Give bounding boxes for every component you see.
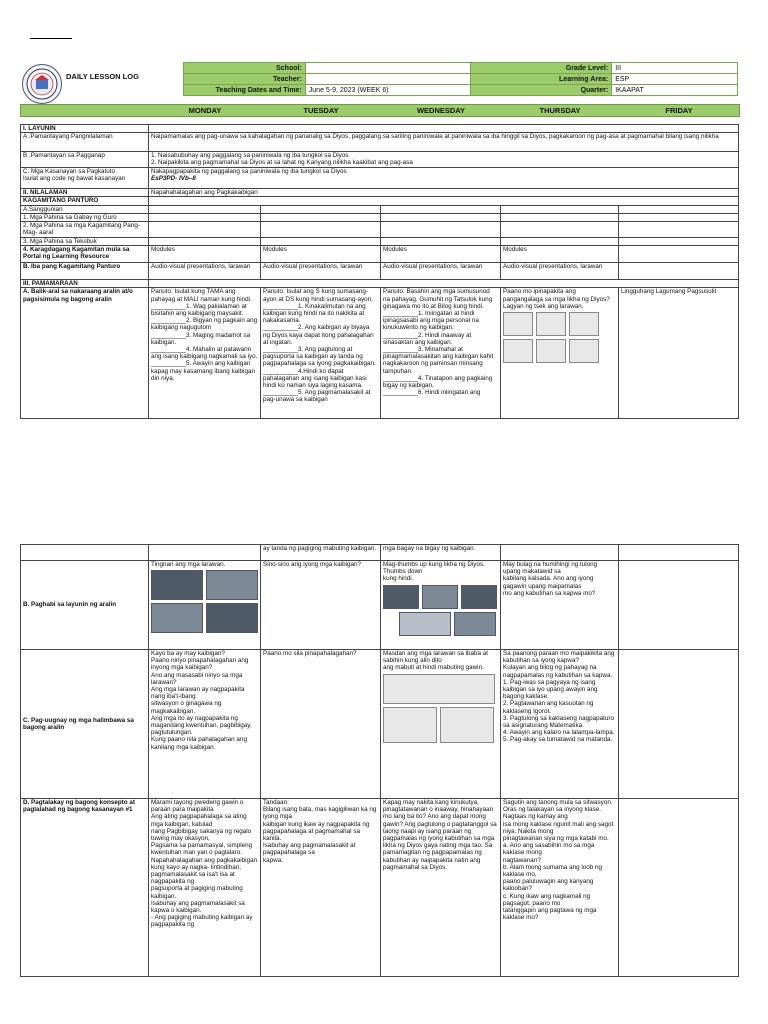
- photo-creation-2: [422, 585, 458, 609]
- paghabi-thu: May bulag na humihingi ng tulong upang makatawid sa kabilang kalsada. Ano ang iyong gagawin upang maipamalas mo ang kabutihan sa kapwa mo?: [501, 561, 619, 650]
- balik-aral-thu-text: Paano mo ipinapakita ang pangangalaga sa mga likha ng Diyos? Lagyan ng tsek ang larawan.: [503, 288, 610, 310]
- gg-tue: [261, 213, 381, 221]
- picture-care-5: [536, 339, 566, 363]
- balik-aral-label: A. Balik-aral sa nakaraang aralin at/o pagsisimula ng bagong aralin: [21, 288, 149, 419]
- sang-tue: [261, 205, 381, 213]
- pagtalakay-fri: [619, 799, 739, 977]
- iba-pang-fri: [619, 263, 739, 280]
- pag-uugnay-thu: Sa paanong paraan mo maipakikita ang kabutihan sa iyong kapwa? Kulayan ang bilog ng pahayag na nagpapamalas ng kabutihan sa kapwa. 1. Pag-iwas sa pagyaya ng isang kaibigan sa iyo upang awayin ang bagong kaklase. 2. Pagtawanan ang kasuotan ng kaklaseng Igorot. 3. Pagtulong sa kaklaseng nagpapaturo sa asignaturang Matematika. 4. Awayin ang kalaro na lalampa-lampa. 5. Pag-akay sa tumatawid na matanda.: [501, 650, 619, 799]
- teacher-value: [305, 74, 471, 85]
- nilalaman-label: II. NILALAMAN: [21, 189, 149, 197]
- days-spacer: [21, 105, 149, 116]
- paghabi-label: B. Paghabi sa layunin ng aralin: [21, 561, 149, 650]
- day-thursday: THURSDAY: [539, 106, 581, 115]
- grade-label: Grade Level:: [471, 63, 612, 74]
- log-title: DAILY LESSON LOG: [66, 72, 139, 81]
- pagtalakay-wed: Kapag may nakita kang kinukutya, pinagtatawanan o inaaway, hinahayaan mo lang ba ito? Ano ang dapat mong gawin? Ang pagtulong o pagtatanggol sa taong naapi ay isang paraan ng pagpamalas ng iyong kabutihan sa mga likha ng Diyos gaya nating mga tao. Sa pamamagitan ng pagpapamalas ng kabutihan ay naipapakita natin ang pagmamahal sa Diyos.: [381, 799, 501, 977]
- lesson-table-part1: [20, 124, 739, 419]
- school-label: School:: [184, 63, 306, 74]
- kasanayan-cell: [149, 168, 739, 189]
- cont-wed: mga bagay na bigay ng kaibigan.: [381, 545, 501, 561]
- layunin-row: [149, 125, 739, 133]
- pagtalakay-mon: Marami tayong pwedeng gawin o paraan para maipakita Ang ating pagpapahalaga sa ating mga kaibigan, katulad nang Pagbibigay sakanya ng regalo tuwing may okasyon, Pagsama sa pamamasyal, simpleng kwentuhan man yan o paglalaro. Napahahalagahan ang pagkakaibigan kung kayo ay nagka- lintindihan, pagmamalasakit sa isa't isa at nagpapakita ng pagsuporta at pagiging mabuting kaibigan. Isabuhay ang pagmamalasakit sa kapwa o kaibigan. - Ang pagiging mabuting kaibigan ay pagpapakita ng: [149, 799, 261, 977]
- gabay-guro-label: 1. Mga Pahina sa Gabay ng Guro: [21, 213, 149, 221]
- sang-mon: [149, 205, 261, 213]
- kasanayan-text: Nakapagpapakita ng paggalang sa paniniwala ng iba tungkol sa Diyos: [151, 168, 347, 176]
- picture-care-3: [569, 312, 599, 336]
- deped-seal-icon: [22, 64, 62, 104]
- km-tue: [261, 222, 381, 238]
- karagdagang-mon: Modules: [149, 246, 261, 263]
- tx-thu: [501, 238, 619, 246]
- area-label: Learning Area:: [471, 74, 612, 85]
- sang-fri: [619, 205, 739, 213]
- paghabi-tue: Sino-sino ang iyong mga kaibigan?: [261, 561, 381, 650]
- quarter-label: Quarter:: [471, 85, 612, 96]
- tx-wed: [381, 238, 501, 246]
- gg-fri: [619, 213, 739, 221]
- photo-friends-3: [151, 603, 203, 633]
- care-pictures: [503, 312, 616, 363]
- nilalaman-text: Napahahalagahan ang Pagkakaibigan: [149, 189, 739, 197]
- grade-value: III: [612, 63, 738, 74]
- school-value: [305, 63, 471, 74]
- photo-friends-4: [206, 603, 258, 633]
- paghabi-wed-text: Mag-thumbs up kung likha ng Diyos. Thumbs down kung hindi.: [383, 561, 485, 583]
- top-rule: [30, 38, 72, 39]
- pag-uugnay-wed: [381, 650, 501, 799]
- picture-care-2: [536, 312, 566, 336]
- photo-creation-1: [383, 585, 419, 609]
- pagtalakay-thu: Sagutin ang tanong mula sa sitwasyon. Oras ng talakayan sa inyong klase. Nagtaas ng kamay ang isa mong kaklase ngunit mali ang sagot niya. Nakita mong pinagtawanan siya ng mga katabi mo. a. Ano ang sasabihin mo sa mga kaklase mong nagtawanan? b. Alam mong sumama ang loob ng kaklase mo, paano paluluwagin ang kanyang kalooban? c. Kung ikaw ang nagkamali ng pagsagot, paano mo tatanggapin ang pagtawa ng mga kaklase mo?: [501, 799, 619, 977]
- lesson-table-part2: [20, 544, 739, 977]
- dates-label: Teaching Dates and Time:: [184, 85, 306, 96]
- iba-pang-tue: Audio-visual presentations, larawan: [261, 263, 381, 280]
- day-tuesday: TUESDAY: [303, 106, 339, 115]
- paghabi-mon-text: Tingnan ang mga larawan.: [151, 561, 226, 568]
- iba-pang-label: B. Iba pang Kagamitang Panturo: [21, 263, 149, 280]
- pagganap-label: B .Pamantayan sa Pagganap: [21, 152, 149, 168]
- kagamitan-label: KAGAMITANG PANTURO: [21, 197, 149, 205]
- behavior-pictures: [383, 674, 498, 743]
- cont-fri: [619, 545, 739, 561]
- picture-care-6: [569, 339, 599, 363]
- tx-mon: [149, 238, 261, 246]
- pag-uugnay-mon: Kayo ba ay may kaibigan? Paano ninyo pinapahalagahan ang inyong mga kaibigan? Ano ang masasabi ninyo sa mga larawan? Ang mga larawan ay nagpapakita nang iba't-ibang sitwasyon o ginagawa ng magkakaibigan. Ang mga ito ay nagpapakita ng magandang kwentuhan, pagbibigay, pagtutulungan. Kung paano nila pahalagahan ang kanilang mga kaibigan.: [149, 650, 261, 799]
- sang-wed: [381, 205, 501, 213]
- karagdagang-label: 4. Karagdagang Kagamitan mula sa Portal ng Learning Resource: [21, 246, 149, 263]
- pangnilalaman-text: Naipamamalas ang pag-unawa sa kahalagahan ng pananalig sa Diyos, paggalang sa sariling paniniwala at paniniwala sa iba hinggil sa Diyos, pagkakaroon ng pag-asa at pagmamahal bilang isang nilikha: [149, 133, 739, 152]
- iba-pang-thu: Audio-visual presentations, larawan: [501, 263, 619, 280]
- friend-photos: [151, 570, 258, 633]
- picture-care-1: [503, 312, 533, 336]
- day-monday: MONDAY: [188, 106, 222, 115]
- gg-thu: [501, 213, 619, 221]
- cont-thu: [501, 545, 619, 561]
- photo-friends-1: [151, 570, 203, 600]
- teacher-label: Teacher:: [184, 74, 306, 85]
- pagganap-text: 1. Naisabubuhay ang paggalang sa paniniwala ng iba tungkol sa Diyos 2. Naipakikita ang pagmamahal sa Diyos at sa lahat ng Kanyang nilikha kaakibat ang pag-asa: [149, 152, 739, 168]
- cont-tue: ay tanda ng pagiging mabuting kaibigan.: [261, 545, 381, 561]
- picture-behavior-2: [383, 707, 437, 743]
- pag-uugnay-wed-text: Masdan ang mga larawan sa ibaba at sabihin kung alin dito ang mabuti at hindi mabuting gawin.: [383, 650, 489, 672]
- creation-photos: [383, 585, 498, 636]
- karagdagang-wed: Modules: [381, 246, 501, 263]
- km-mon: [149, 222, 261, 238]
- kasanayan-label: C. Mga Kasanayan sa Pagkatuto Isulat ang code ng bawat kasanayan: [21, 168, 149, 189]
- gg-mon: [149, 213, 261, 221]
- days-header-bar: [20, 104, 740, 117]
- kagamitang-mag-aaral-label: 2. Mga Pahina sa mga Kagamitang Pang- Mag- aaral: [21, 222, 149, 238]
- quarter-value: IKAAPAT: [612, 85, 738, 96]
- iba-pang-mon: Audio-visual presentations, larawan: [149, 263, 261, 280]
- cont-label: [21, 545, 149, 561]
- kasanayan-code: EsP3PD- IVb–8: [151, 175, 196, 183]
- karagdagang-tue: Modules: [261, 246, 381, 263]
- picture-behavior-1: [383, 674, 495, 704]
- balik-aral-tue: Panuto: Isulat ang S kung sumasang-ayon at DS kung hindi sumasang-ayon. __________1. Kinakalimutan na ang kaibigan kung hindi na ito nakikita at nakakasama. __________2. Ang kaibigan ay biyaya ng Diyos kaya dapat itong pahalagahan at ingatan. __________3. Ang pagtulong at pagsuporta sa kaibigan ay tanda ng pagpapahalaga sa iyong pagkakaibigan. __________4.Hindi ko dapat pahalagahan ang isang kaibigan kasi hindi ko naman siya laging kasama. __________5. Ang pagmamalasakit at pag-unawa sa kaibigan: [261, 288, 381, 419]
- balik-aral-wed: Panuto: Basahin ang mga sumusunod na pahayag. Gumuhit ng Tatsulok kung ginagawa mo ito at Bilog kung hindi. __________1. Iniingatan at hindi ipinagsasabi ang mga personal na kinukuwento ng kaibigan. __________2. Hindi inaaway at sinasaktan ang kaibigan. __________3. Minamahal at pinagmamalasakitan ang kaibigan kahit nagkakaroon ng paminsan minsang tampuhan. __________4. Tinatapon ang pagkaing bigay ng kaibigan. __________6. Hindi iniingatan ang: [381, 288, 501, 419]
- area-value: ESP: [612, 74, 738, 85]
- gg-wed: [381, 213, 501, 221]
- pamamaraan-row: [149, 280, 739, 288]
- pagtalakay-tue: Tandaan: Bilang isang bata, mas kagigiliwan ka ng iyong mga kaibigan kung ikaw ay nagpapakita ng pagpapahalaga at pagmamahal sa kanila. Isabuhay ang pagmamalasakit at pagpapahalaga sa kapwa.: [261, 799, 381, 977]
- cont-mon: [149, 545, 261, 561]
- pag-uugnay-label: C. Pag-uugnay ng mga halimbawa sa bagong aralin: [21, 650, 149, 799]
- paghabi-fri: [619, 561, 739, 650]
- kagamitan-row: [149, 197, 739, 205]
- balik-aral-mon: Panuto: Isulat kung TAMA ang pahayag at MALI naman kung hindi. __________1. Wag pakialaman at bisitahin ang kaibigang maysakit. __________2. Bigyan ng pagkain ang kaibigang nagugutom __________3. Maging madamot sa kaibigan. __________4. Mahalin at patawarin ang isang kaibigang nagkamali sa iyo. __________5. Awayin ang kaibigan kapag may kasamang ibang kaibigan din niya.: [149, 288, 261, 419]
- iba-pang-wed: Audio-visual presentations, larawan: [381, 263, 501, 280]
- sanggunian-label: A.Sanggunian: [21, 205, 149, 213]
- pag-uugnay-tue: Paano mo sila pinapahalagahan?: [261, 650, 381, 799]
- pamamaraan-label: III. PAMAMARAAN: [21, 280, 149, 288]
- karagdagang-fri: [619, 246, 739, 263]
- dates-value: June 5-9, 2023 (WEEK 6): [305, 85, 471, 96]
- teksbuk-label: 3. Mga Pahina sa Teksbuk: [21, 238, 149, 246]
- layunin-label: I. LAYUNIN: [21, 125, 149, 133]
- km-wed: [381, 222, 501, 238]
- km-thu: [501, 222, 619, 238]
- pag-uugnay-fri: [619, 650, 739, 799]
- paghabi-mon: [149, 561, 261, 650]
- photo-creation-4: [399, 612, 451, 636]
- tx-tue: [261, 238, 381, 246]
- sang-thu: [501, 205, 619, 213]
- day-friday: FRIDAY: [665, 106, 693, 115]
- tx-fri: [619, 238, 739, 246]
- balik-aral-thu: [501, 288, 619, 419]
- paghabi-wed: [381, 561, 501, 650]
- photo-creation-3: [461, 585, 497, 609]
- karagdagang-thu: Modules: [501, 246, 619, 263]
- picture-care-4: [503, 339, 533, 363]
- photo-friends-2: [206, 570, 258, 600]
- day-wednesday: WEDNESDAY: [416, 106, 466, 115]
- photo-creation-5: [454, 612, 496, 636]
- pagtalakay-label: D. Pagtalakay ng bagong konsepto at paglalahad ng bagong kasanayan #1: [21, 799, 149, 977]
- pangnilalaman-label: A .Pamantayang Pangnilalaman: [21, 133, 149, 152]
- km-fri: [619, 222, 739, 238]
- balik-aral-fri: Lingguhang Lagumang Pagsusulit: [619, 288, 739, 419]
- header-info-table: [183, 62, 738, 96]
- picture-behavior-3: [440, 707, 494, 743]
